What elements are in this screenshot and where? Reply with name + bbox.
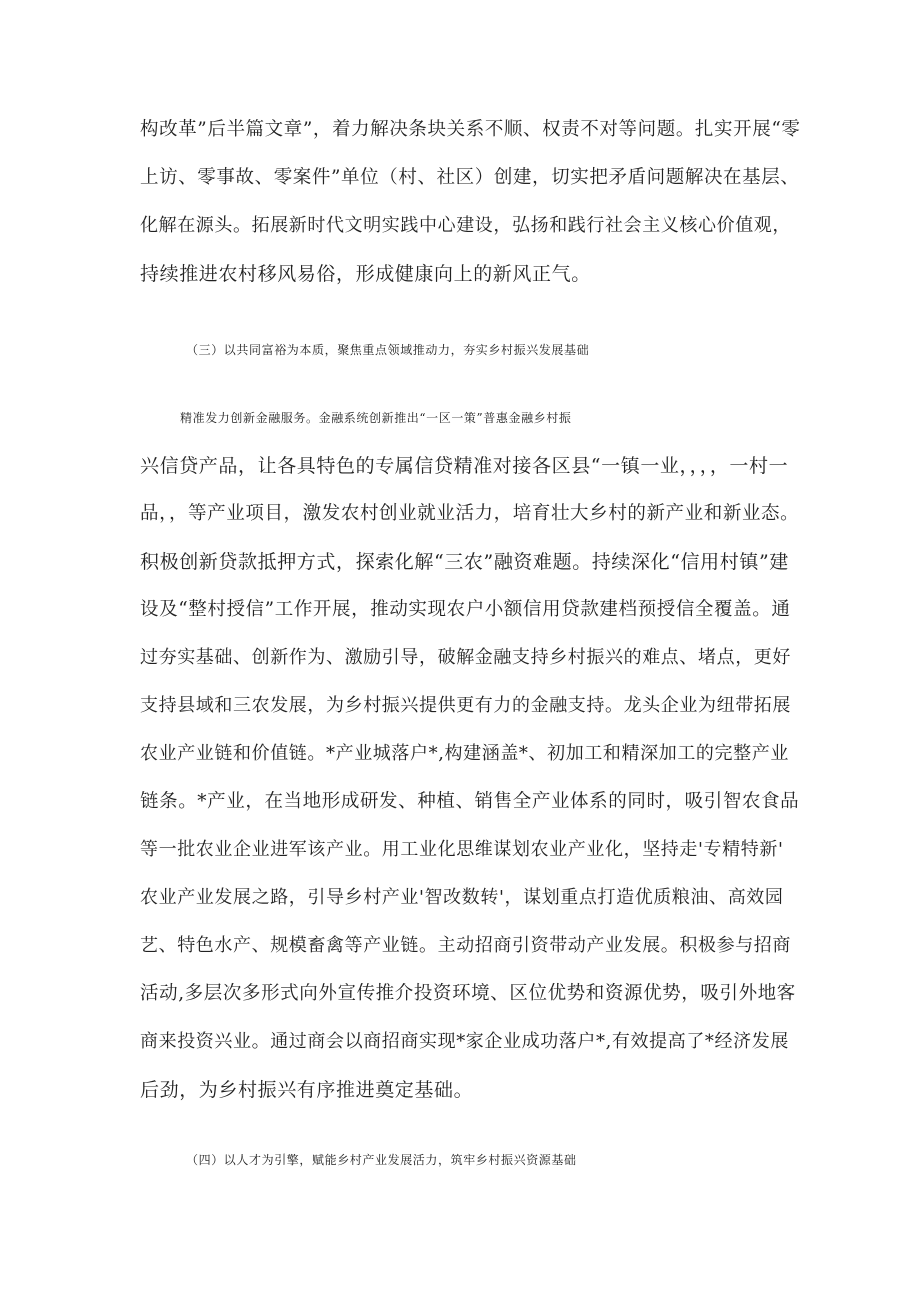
paragraph-line: 上访、零事故、零案件”单位（村、社区）创建，切实把矛盾问题解决在基层、 [140,167,800,188]
paragraph-line: 过夯实基础、创新作为、激励引导，破解金融支持乡村振兴的难点、堵点，更好 [140,647,791,668]
paragraph-line: 兴信贷产品，让各具特色的专属信贷精准对接各区县“一镇一业，，，，一村一 [140,455,789,477]
paragraph-line: 构改革”后半篇文章”，着力解决条块关系不顺、权责不对等问题。扎实开展“零 [140,119,801,140]
paragraph-line: 艺、特色水产、规模畜禽等产业链。主动招商引资带动产业发展。积极参与招商 [140,935,791,956]
paragraph-line: 农业产业链和价值链。*产业城落户*,构建涵盖*、初加工和精深加工的完整产业 [140,743,789,764]
paragraph-line: 精准发力创新金融服务。金融系统创新推出“一区一策”普惠金融乡村振 [180,411,572,425]
paragraph-line: 链条。*产业，在当地形成研发、种植、销售全产业体系的同时，吸引智农食品 [140,791,800,812]
section-heading-3: （三）以共同富裕为本质，聚焦重点领域推动力，夯实乡村振兴发展基础 [186,343,590,357]
section-heading-4: （四）以人才为引擎，赋能乡村产业发展活力，筑牢乡村振兴资源基础 [186,1153,577,1167]
paragraph-line: 活动,多层次多形式向外宣传推介投资环境、区位优势和资源优势，吸引外地客 [140,983,796,1004]
paragraph-line: 持续推进农村移风易俗，形成健康向上的新风正气。 [140,263,591,285]
paragraph-line: 后劲，为乡村振兴有序推进奠定基础。 [140,1079,474,1101]
paragraph-line: 农业产业发展之路，引导乡村产业'智改数转'，谋划重点打造优质粮油、高效园 [140,887,784,908]
paragraph-line: 支持县域和三农发展，为乡村振兴提供更有力的金融支持。龙头企业为纽带拓展 [140,695,791,716]
paragraph-line: 化解在源头。拓展新时代文明实践中心建设，弘扬和践行社会主义核心价值观， [140,215,791,236]
paragraph-line: 商来投资兴业。通过商会以商招商实现*家企业成功落户*,有效提高了*经济发展 [140,1031,789,1052]
paragraph-line: 等一批农业企业进军该产业。用工业化思维谋划农业产业化，坚持走'专精特新' [140,839,784,860]
paragraph-line: 设及“整村授信”工作开展，推动实现农户小额信用贷款建档预授信全覆盖。通 [140,599,791,620]
paragraph-line: 积极创新贷款抵押方式，探索化解“三农”融资难题。持续深化“信用村镇”建 [140,551,789,573]
paragraph-line: 品，，等产业项目，激发农村创业就业活力，培育壮大乡村的新产业和新业态。 [140,503,800,524]
